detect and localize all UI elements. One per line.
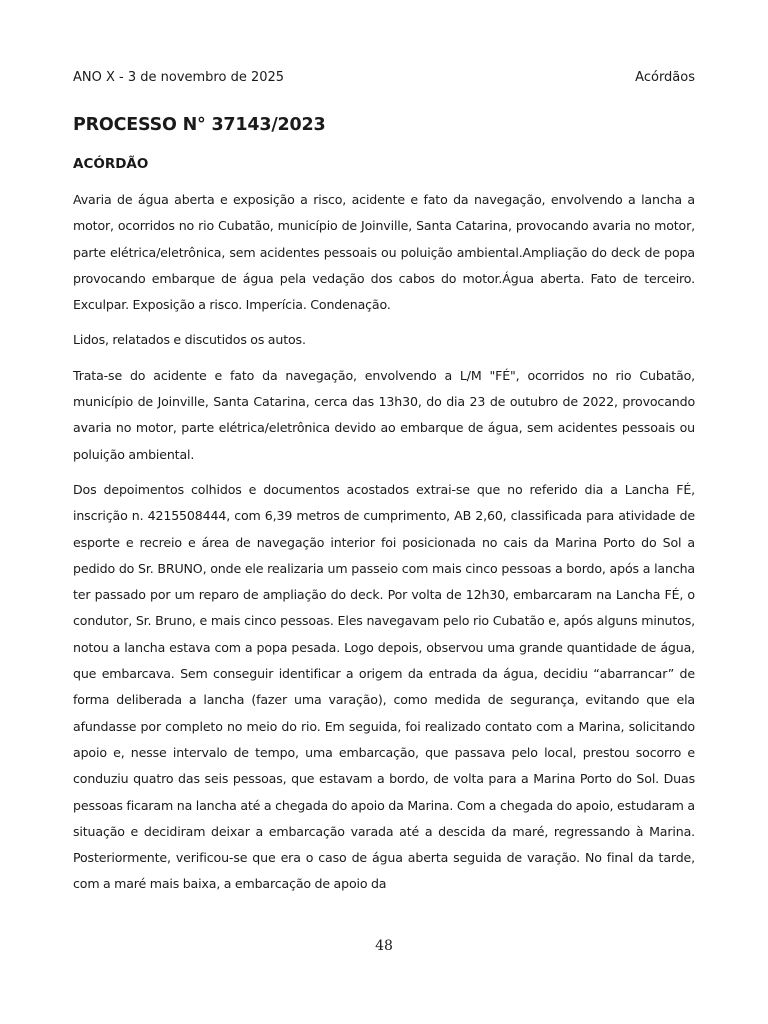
body-paragraph: Dos depoimentos colhidos e documentos acostados extrai-se que no referido dia a Lancha FÉ, inscrição n. 4215508444, com 6,39 metros de cumprimento, AB 2,60, classificada para atividade de esporte e recreio e área de navegação interior foi posicionada no cais da Marina Porto do Sol a pedido do Sr. BRUNO, onde ele realizaria um passeio com mais cinco pessoas a bordo, após a lancha ter passado por um reparo de ampliação do deck. Por volta de 12h30, embarcaram na Lancha FÉ, o condutor, Sr. Bruno, e mais cinco pessoas. Eles navegavam pelo rio Cubatão e, após alguns minutos, notou a lancha estava com a popa pesada. Logo depois, observou uma grande quantidade de água, que embarcava. Sem conseguir identificar a origem da entrada da água, decidiu “abarrancar” de forma deliberada a lancha (fazer uma varação), como medida de segurança, evitando que ela afundasse por completo no meio do rio. Em seguida, foi realizado contato com a Marina, solicitando apoio e, nesse intervalo de tempo, uma embarcação, que passava pelo local, prestou socorro e conduziu quatro das seis pessoas, que estavam a bordo, de volta para a Marina Porto do Sol. Duas pessoas ficaram na lancha até a chegada do apoio da Marina. Com a chegada do apoio, estudaram a situação e decidiram deixar a embarcação varada até a descida da maré, regressando à Marina. Posteriormente, verificou-se que era o caso de água aberta seguida de varação. No final da tarde, com a maré mais baixa, a embarcação de apoio da <box>73 481 695 892</box>
header-date: ANO X - 3 de novembro de 2025 <box>73 70 285 85</box>
body-text <box>73 187 695 907</box>
body-paragraph: Lidos, relatados e discutidos os autos. <box>73 332 306 348</box>
summary-paragraph: Avaria de água aberta e exposição a risco, acidente e fato da navegação, envolvendo a lancha a motor, ocorridos no rio Cubatão, município de Joinville, Santa Catarina, provocando avaria no motor, parte elétrica/eletrônica, sem acidentes pessoais ou poluição ambiental.Ampliação do deck de popa provocando embarque de água pela vedação dos cabos do motor.Água aberta. Fato de terceiro. Exculpar. Exposição a risco. Imperícia. Condenação. <box>73 192 695 313</box>
header-section: Acórdãos <box>635 70 695 85</box>
page-title: PROCESSO N° 37143/2023 <box>73 115 326 135</box>
section-heading: ACÓRDÃO <box>73 156 149 172</box>
running-header <box>73 70 695 86</box>
body-paragraph: Trata-se do acidente e fato da navegação, envolvendo a L/M "FÉ", ocorridos no rio Cubatão, município de Joinville, Santa Catarina, cerca das 13h30, do dia 23 de outubro de 2022, provocando avaria no motor, parte elétrica/eletrônica devido ao embarque de água, sem acidentes pessoais ou poluição ambiental. <box>73 367 695 462</box>
page-number: 48 <box>375 938 393 954</box>
